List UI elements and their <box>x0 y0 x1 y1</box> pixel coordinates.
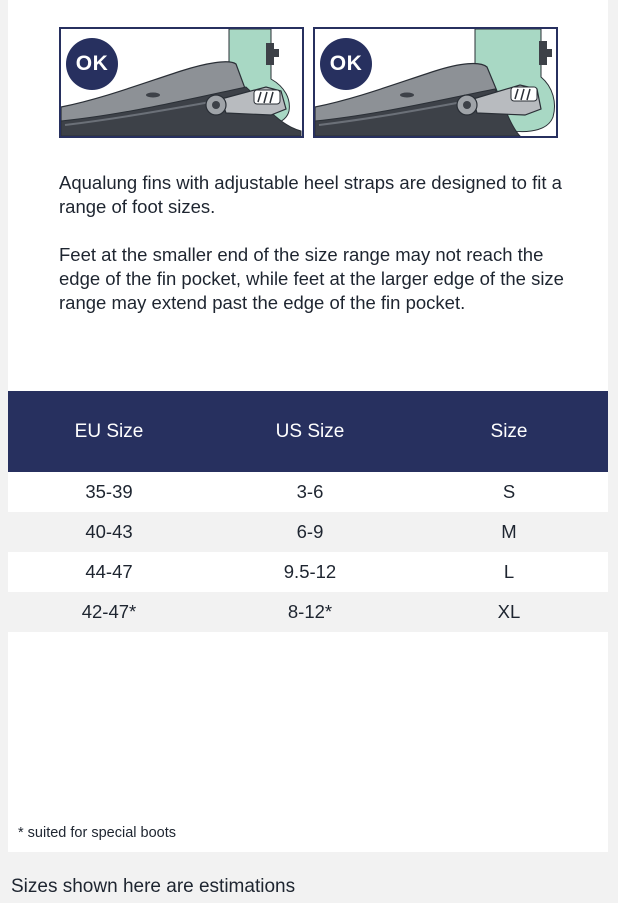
intro-paragraph-1: Aqualung fins with adjustable heel straps are designed to fit a range of foot sizes. <box>59 172 562 217</box>
ok-badge: OK <box>66 38 118 90</box>
disclaimer: Sizes shown here are estimations <box>11 876 296 897</box>
header-us-size: US Size <box>275 420 345 442</box>
table-row <box>8 592 608 632</box>
size-table-header <box>8 391 608 472</box>
ok-badge: OK <box>320 38 372 90</box>
cell-eu-size: 35-39 <box>85 481 133 502</box>
cell-us-size: 8-12* <box>287 601 333 622</box>
cell-size: S <box>502 481 516 502</box>
header-eu-size: EU Size <box>74 420 144 442</box>
size-guide-card <box>8 0 608 852</box>
fin-fit-figure-1 <box>59 27 304 138</box>
cell-size: M <box>501 521 517 542</box>
cell-us-size: 9.5-12 <box>283 561 337 582</box>
table-row <box>8 512 608 552</box>
cell-us-size: 6-9 <box>296 521 324 542</box>
cell-eu-size: 40-43 <box>85 521 133 542</box>
cell-eu-size: 42-47* <box>81 601 137 622</box>
size-table <box>8 391 608 632</box>
footnote: * suited for special boots <box>18 825 176 841</box>
table-row <box>8 472 608 512</box>
cell-us-size: 3-6 <box>296 481 324 502</box>
table-row <box>8 552 608 592</box>
cell-size: L <box>503 561 515 582</box>
cell-eu-size: 44-47 <box>85 561 133 582</box>
fin-fit-figure-2 <box>313 27 558 138</box>
cell-size: XL <box>497 601 521 622</box>
header-size: Size <box>490 420 528 442</box>
intro-paragraph-2: Feet at the smaller end of the size range may not reach the edge of the fin pocket, while feet at the larger edge of the size range may extend past the edge of the fin pocket. <box>59 244 564 313</box>
